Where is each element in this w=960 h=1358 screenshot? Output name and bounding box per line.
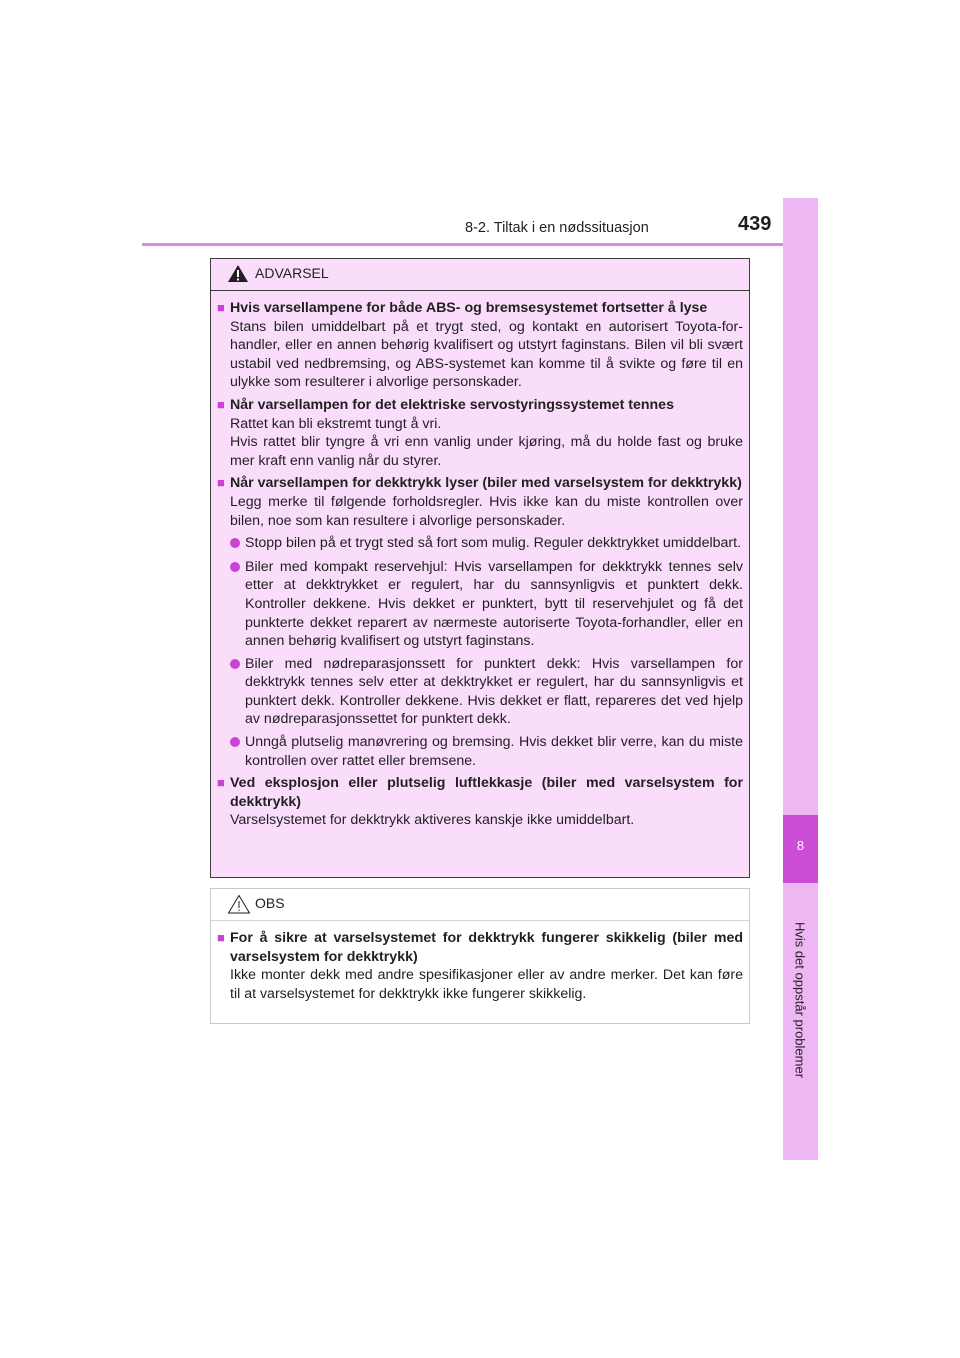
square-bullet-icon: ■ (217, 775, 225, 791)
item-paragraph: Ikke monter dekk med andre spesifikasjoner eller av andre merker. Det kan føre til at varselsystemet for dekktrykk ikke fungerer skikkelig. (230, 967, 743, 1002)
page-number: 439 (738, 213, 772, 235)
circle-bullet-icon (230, 655, 245, 729)
square-bullet-icon: ■ (217, 396, 225, 412)
bullet-text: Stopp bilen på et trygt sted så fort som mulig. Reguler dekktrykket umiddelbart. (245, 535, 742, 552)
item-title-text: Ved eksplosjon eller plutselig luftlekkasje (biler med varselsystem for dekktrykk) (230, 775, 743, 810)
notice-body (211, 921, 749, 1003)
notice-box (210, 888, 750, 1024)
warning-label: ADVARSEL (255, 265, 329, 281)
notice-label: OBS (255, 895, 285, 911)
item-title (217, 774, 743, 811)
circle-bullet-icon (230, 558, 245, 651)
chapter-title: Hvis det oppstår problemer (792, 921, 808, 1079)
item-title (217, 299, 743, 318)
bullet-item (230, 534, 743, 554)
item-title (217, 396, 743, 415)
circle-bullet-icon (230, 733, 245, 770)
chapter-number: 8 (783, 815, 818, 883)
list-item (217, 299, 743, 392)
list-item (217, 474, 743, 770)
bullet-item (230, 655, 743, 729)
item-title-text: Hvis varsellampene for både ABS- og bremsesystemet fortsetter å lyse (230, 300, 708, 316)
item-title (217, 474, 743, 493)
warning-triangle-icon (227, 264, 249, 283)
item-title-text: Når varsellampen for det elektriske servostyringssystemet tennes (230, 396, 674, 413)
caution-triangle-icon (227, 894, 251, 914)
list-item (217, 396, 743, 470)
bullet-text: Biler med nødreparasjonssett for punktert dekk: Hvis varsellampen for dekktrykk tennes selv etter at dekktrykket er regulert, har du sannsynligvis et punktert dekk. Kontroller dekkene. Hvis dekket er flatt, repareres det ved hjelp av nødreparasjonssettet for punktert dekk. (245, 655, 743, 728)
item-paragraph: Rattet kan bli ekstremt tungt å vri. (230, 415, 442, 432)
item-paragraph: Hvis rattet blir tyngre å vri enn vanlig under kjøring, må du holde fast og bruke mer kraft enn vanlig når du styrer. (230, 434, 743, 469)
circle-bullet-icon (230, 534, 245, 554)
header-rule (142, 243, 818, 246)
bullet-item (230, 733, 743, 770)
square-bullet-icon: ■ (217, 930, 225, 945)
item-paragraph: Varselsystemet for dekktrykk aktiveres kanskje ikke umiddelbart. (230, 812, 635, 829)
list-item (217, 774, 743, 830)
bullet-text: Unngå plutselig manøvrering og bremsing. Hvis dekket blir verre, kan du miste kontrollen over rattet eller bremsene. (245, 734, 743, 769)
item-title-text: Når varsellampen for dekktrykk lyser (biler med varselsystem for dekktrykk) (230, 475, 742, 492)
section-title: 8-2. Tiltak i en nødssituasjon (465, 220, 649, 236)
item-paragraph: Legg merke til følgende forholdsregler. Hvis ikke kan du miste kontrollen over bilen, noe som kan resultere i alvorlige personskader. (230, 493, 743, 529)
item-title (217, 929, 743, 966)
bullet-text: Biler med kompakt reservehjul: Hvis varsellampen for dekktrykk tennes selv etter at dekktrykket er regulert, har du sannsynligvis et punktert dekk. Kontroller dekkene. Hvis dekket er punktert, bytt til reservehjulet og få det punkterte dekket reparert av nærmeste autoriserte Toyota-forhandler, eller en annen behørig kvalifisert og utstyrt faginstans. (245, 558, 743, 650)
square-bullet-icon: ■ (217, 300, 225, 315)
list-item (217, 929, 743, 1003)
warning-header (211, 259, 749, 291)
warning-body (211, 291, 749, 830)
notice-header (211, 889, 749, 921)
item-title-text: For å sikre at varselsystemet for dekktrykk fungerer skikkelig (biler med varselsystem for dekktrykk) (230, 930, 743, 965)
square-bullet-icon: ■ (217, 475, 225, 491)
item-paragraph: Stans bilen umiddelbart på et trygt sted, og kontakt en autorisert Toyota-forhandler, eller en annen behørig kvalifisert og utstyrt faginstans. Bilen vil bli svært ustabil ved nedbremsing, og ABS-systemet kan komme til å svikte og føre til en ulykke som resulterer i alvorlige personskader. (230, 318, 743, 391)
bullet-item (230, 558, 743, 651)
warning-box (210, 258, 750, 878)
